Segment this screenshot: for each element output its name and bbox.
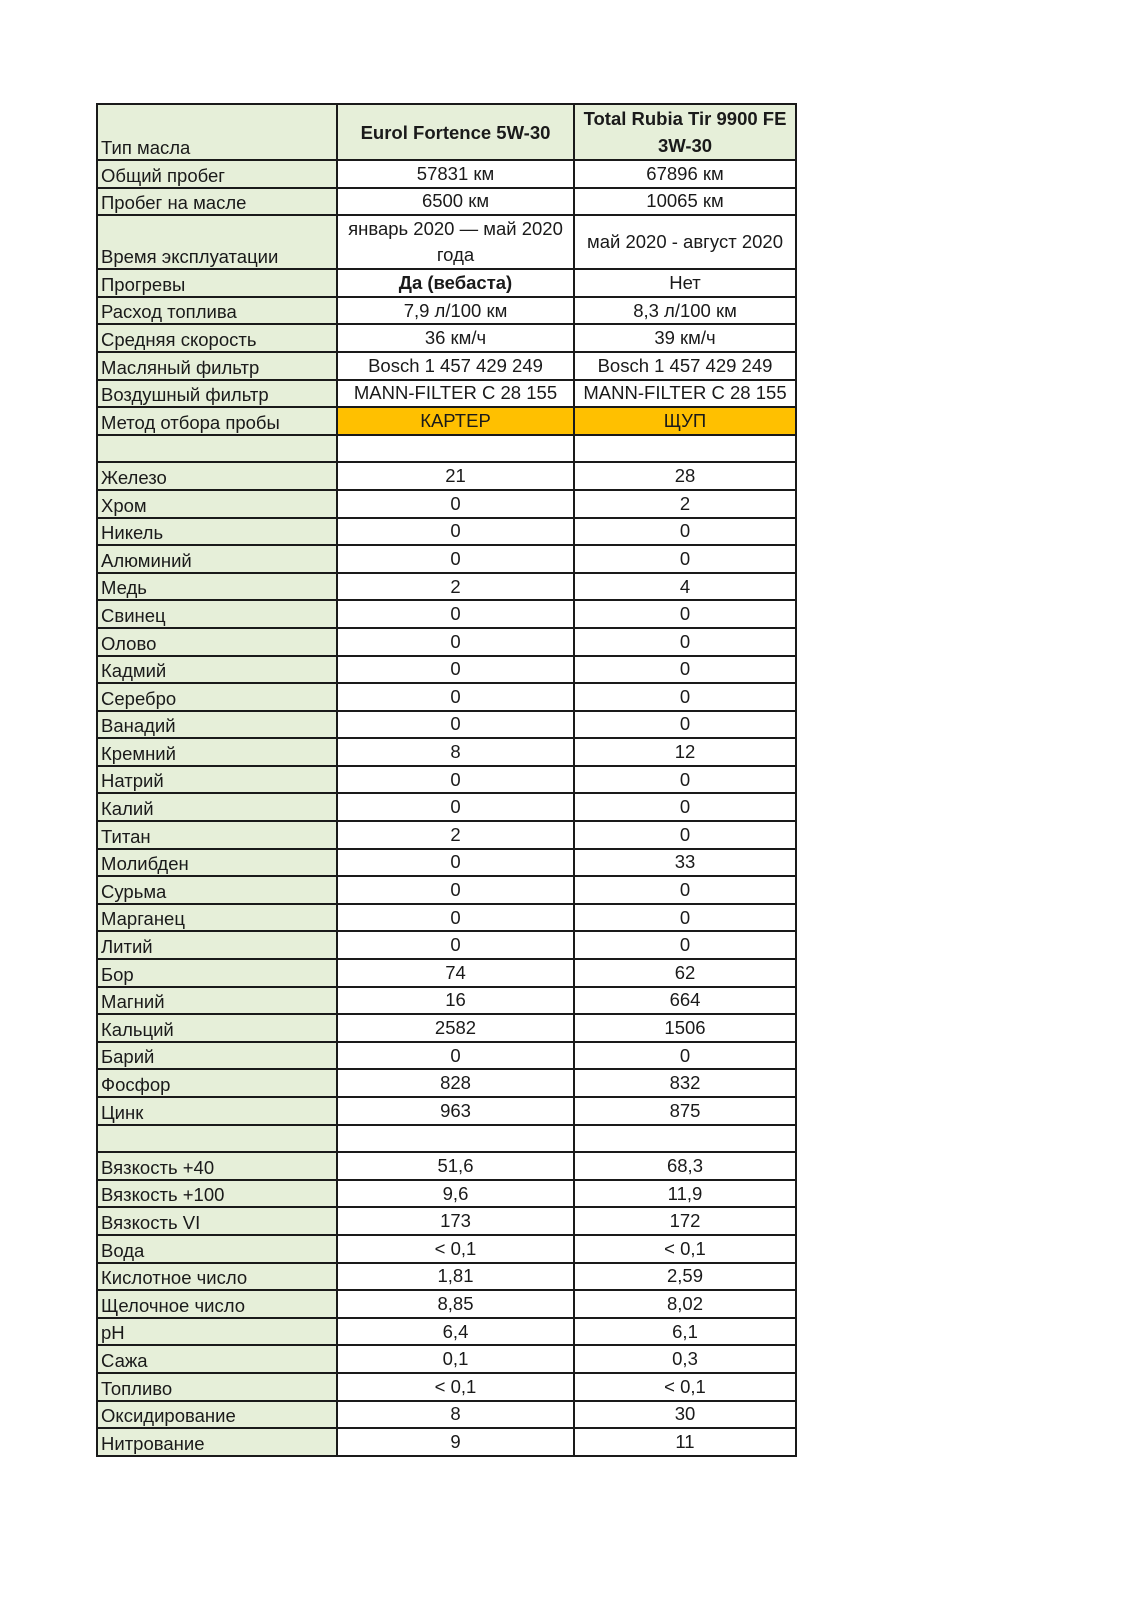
value-oil-a: 8 [337, 738, 574, 766]
value-oil-a: 963 [337, 1097, 574, 1125]
value-oil-b: 1506 [574, 1014, 796, 1042]
value-oil-b: 0 [574, 931, 796, 959]
value-oil-b: 62 [574, 959, 796, 987]
value-oil-a: < 0,1 [337, 1373, 574, 1401]
value-oil-b: 0 [574, 628, 796, 656]
value-oil-a: 0 [337, 628, 574, 656]
value-oil-a: < 0,1 [337, 1235, 574, 1263]
value-oil-a: 0,1 [337, 1345, 574, 1373]
value-oil-a: 173 [337, 1207, 574, 1235]
row-label: Щелочное число [97, 1290, 337, 1318]
row-label: Средняя скорость [97, 324, 337, 352]
value-oil-b: 8,02 [574, 1290, 796, 1318]
value-oil-a: 0 [337, 904, 574, 932]
property-row [97, 1401, 796, 1429]
value-oil-b: 2,59 [574, 1263, 796, 1291]
value-oil-a: 0 [337, 931, 574, 959]
property-row [97, 1428, 796, 1456]
row-label: Прогревы [97, 269, 337, 297]
row-label: Вязкость VI [97, 1207, 337, 1235]
element-row [97, 628, 796, 656]
value-oil-b: 2 [574, 490, 796, 518]
row-label: Вязкость +100 [97, 1180, 337, 1208]
value-oil-a: 7,9 л/100 км [337, 297, 574, 325]
value-oil-b: 30 [574, 1401, 796, 1429]
element-row [97, 876, 796, 904]
info-row [97, 380, 796, 408]
value-oil-b: 11,9 [574, 1180, 796, 1208]
value-oil-a: MANN-FILTER C 28 155 [337, 380, 574, 408]
element-row [97, 711, 796, 739]
element-row [97, 1042, 796, 1070]
row-label: pH [97, 1318, 337, 1346]
spacer-cell [337, 435, 574, 463]
header-oil-b: Total Rubia Tir 9900 FE 3W-30 [574, 104, 796, 160]
row-label: Вода [97, 1235, 337, 1263]
value-oil-b: 875 [574, 1097, 796, 1125]
row-label: Железо [97, 462, 337, 490]
oil-analysis-table [96, 103, 797, 1457]
row-label: Медь [97, 573, 337, 601]
row-label: Метод отбора пробы [97, 407, 337, 435]
row-label: Масляный фильтр [97, 352, 337, 380]
element-row [97, 490, 796, 518]
value-oil-b: 0 [574, 876, 796, 904]
row-label: Пробег на масле [97, 188, 337, 216]
value-oil-b: MANN-FILTER C 28 155 [574, 380, 796, 408]
element-row [97, 1097, 796, 1125]
row-label: Кальций [97, 1014, 337, 1042]
value-oil-b: < 0,1 [574, 1373, 796, 1401]
header-label: Тип масла [97, 104, 337, 160]
element-row [97, 738, 796, 766]
value-oil-b: 0 [574, 518, 796, 546]
value-oil-b: 0,3 [574, 1345, 796, 1373]
property-row [97, 1235, 796, 1263]
element-row [97, 766, 796, 794]
row-label: Кадмий [97, 656, 337, 684]
value-oil-a: 0 [337, 711, 574, 739]
info-row [97, 297, 796, 325]
row-label: Натрий [97, 766, 337, 794]
property-row [97, 1373, 796, 1401]
value-oil-a: Bosch 1 457 429 249 [337, 352, 574, 380]
row-label: Вязкость +40 [97, 1152, 337, 1180]
element-row [97, 462, 796, 490]
value-oil-b: 11 [574, 1428, 796, 1456]
row-label: Калий [97, 793, 337, 821]
value-oil-b: 10065 км [574, 188, 796, 216]
value-oil-b: 0 [574, 1042, 796, 1070]
spacer-cell [574, 1125, 796, 1153]
element-row [97, 683, 796, 711]
value-oil-a: 6500 км [337, 188, 574, 216]
value-oil-a: 0 [337, 656, 574, 684]
value-oil-b: 33 [574, 849, 796, 877]
value-oil-b: 832 [574, 1069, 796, 1097]
row-label: Сурьма [97, 876, 337, 904]
value-oil-b: 67896 км [574, 160, 796, 188]
spacer-cell [574, 435, 796, 463]
row-label: Оксидирование [97, 1401, 337, 1429]
value-oil-b: 39 км/ч [574, 324, 796, 352]
value-oil-a: 828 [337, 1069, 574, 1097]
value-oil-b: 0 [574, 711, 796, 739]
value-oil-a: 1,81 [337, 1263, 574, 1291]
value-oil-b: 4 [574, 573, 796, 601]
element-row [97, 959, 796, 987]
value-oil-a: Да (вебаста) [337, 269, 574, 297]
header-oil-a: Eurol Fortence 5W-30 [337, 104, 574, 160]
value-oil-a: 0 [337, 600, 574, 628]
row-label: Свинец [97, 600, 337, 628]
element-row [97, 821, 796, 849]
value-oil-b: 0 [574, 793, 796, 821]
value-oil-b: 0 [574, 821, 796, 849]
property-row [97, 1152, 796, 1180]
element-row [97, 1069, 796, 1097]
info-row [97, 407, 796, 435]
row-label: Кислотное число [97, 1263, 337, 1291]
row-label: Магний [97, 987, 337, 1015]
element-row [97, 904, 796, 932]
value-oil-a: 0 [337, 490, 574, 518]
row-label: Расход топлива [97, 297, 337, 325]
value-oil-b: 0 [574, 904, 796, 932]
row-label: Нитрование [97, 1428, 337, 1456]
value-oil-a: 0 [337, 518, 574, 546]
element-row [97, 600, 796, 628]
info-row [97, 269, 796, 297]
property-row [97, 1290, 796, 1318]
value-oil-b: май 2020 - август 2020 [574, 215, 796, 269]
property-row [97, 1345, 796, 1373]
spacer-cell [337, 1125, 574, 1153]
value-oil-b: 0 [574, 683, 796, 711]
row-label: Время эксплуатации [97, 215, 337, 269]
value-oil-b: ЩУП [574, 407, 796, 435]
row-label: Топливо [97, 1373, 337, 1401]
value-oil-b: 172 [574, 1207, 796, 1235]
element-row [97, 573, 796, 601]
value-oil-a: 9,6 [337, 1180, 574, 1208]
value-oil-a: 74 [337, 959, 574, 987]
row-label: Бор [97, 959, 337, 987]
row-label: Марганец [97, 904, 337, 932]
element-row [97, 931, 796, 959]
element-row [97, 987, 796, 1015]
value-oil-b: Bosch 1 457 429 249 [574, 352, 796, 380]
value-oil-a: 9 [337, 1428, 574, 1456]
value-oil-b: Нет [574, 269, 796, 297]
element-row [97, 656, 796, 684]
value-oil-b: 8,3 л/100 км [574, 297, 796, 325]
row-label: Олово [97, 628, 337, 656]
row-label: Ванадий [97, 711, 337, 739]
property-row [97, 1263, 796, 1291]
value-oil-a: 36 км/ч [337, 324, 574, 352]
value-oil-a: 0 [337, 1042, 574, 1070]
row-label: Воздушный фильтр [97, 380, 337, 408]
row-label: Барий [97, 1042, 337, 1070]
value-oil-b: 0 [574, 656, 796, 684]
property-row [97, 1318, 796, 1346]
info-row [97, 324, 796, 352]
value-oil-b: 0 [574, 545, 796, 573]
value-oil-a: 2 [337, 821, 574, 849]
value-oil-a: 51,6 [337, 1152, 574, 1180]
info-row [97, 160, 796, 188]
value-oil-b: 28 [574, 462, 796, 490]
value-oil-a: 2582 [337, 1014, 574, 1042]
value-oil-a: 6,4 [337, 1318, 574, 1346]
value-oil-a: январь 2020 — май 2020 года [337, 215, 574, 269]
element-row [97, 545, 796, 573]
value-oil-b: 0 [574, 600, 796, 628]
header-row [97, 104, 796, 160]
table-body [97, 104, 796, 1456]
row-label: Серебро [97, 683, 337, 711]
spacer-row [97, 1125, 796, 1153]
row-label: Алюминий [97, 545, 337, 573]
value-oil-a: 0 [337, 793, 574, 821]
value-oil-a: 16 [337, 987, 574, 1015]
spacer-cell [97, 435, 337, 463]
row-label: Титан [97, 821, 337, 849]
element-row [97, 1014, 796, 1042]
value-oil-a: 57831 км [337, 160, 574, 188]
info-row [97, 215, 796, 269]
element-row [97, 793, 796, 821]
value-oil-a: 0 [337, 545, 574, 573]
value-oil-a: КАРТЕР [337, 407, 574, 435]
value-oil-a: 0 [337, 849, 574, 877]
row-label: Фосфор [97, 1069, 337, 1097]
row-label: Сажа [97, 1345, 337, 1373]
value-oil-a: 2 [337, 573, 574, 601]
row-label: Кремний [97, 738, 337, 766]
info-row [97, 188, 796, 216]
property-row [97, 1207, 796, 1235]
value-oil-a: 0 [337, 876, 574, 904]
value-oil-a: 21 [337, 462, 574, 490]
row-label: Цинк [97, 1097, 337, 1125]
value-oil-a: 0 [337, 683, 574, 711]
value-oil-a: 8 [337, 1401, 574, 1429]
row-label: Литий [97, 931, 337, 959]
value-oil-b: 68,3 [574, 1152, 796, 1180]
element-row [97, 518, 796, 546]
row-label: Молибден [97, 849, 337, 877]
info-row [97, 352, 796, 380]
value-oil-a: 0 [337, 766, 574, 794]
spacer-row [97, 435, 796, 463]
value-oil-b: 12 [574, 738, 796, 766]
property-row [97, 1180, 796, 1208]
row-label: Общий пробег [97, 160, 337, 188]
value-oil-b: 664 [574, 987, 796, 1015]
row-label: Хром [97, 490, 337, 518]
spacer-cell [97, 1125, 337, 1153]
value-oil-a: 8,85 [337, 1290, 574, 1318]
row-label: Никель [97, 518, 337, 546]
value-oil-b: 0 [574, 766, 796, 794]
value-oil-b: 6,1 [574, 1318, 796, 1346]
value-oil-b: < 0,1 [574, 1235, 796, 1263]
element-row [97, 849, 796, 877]
